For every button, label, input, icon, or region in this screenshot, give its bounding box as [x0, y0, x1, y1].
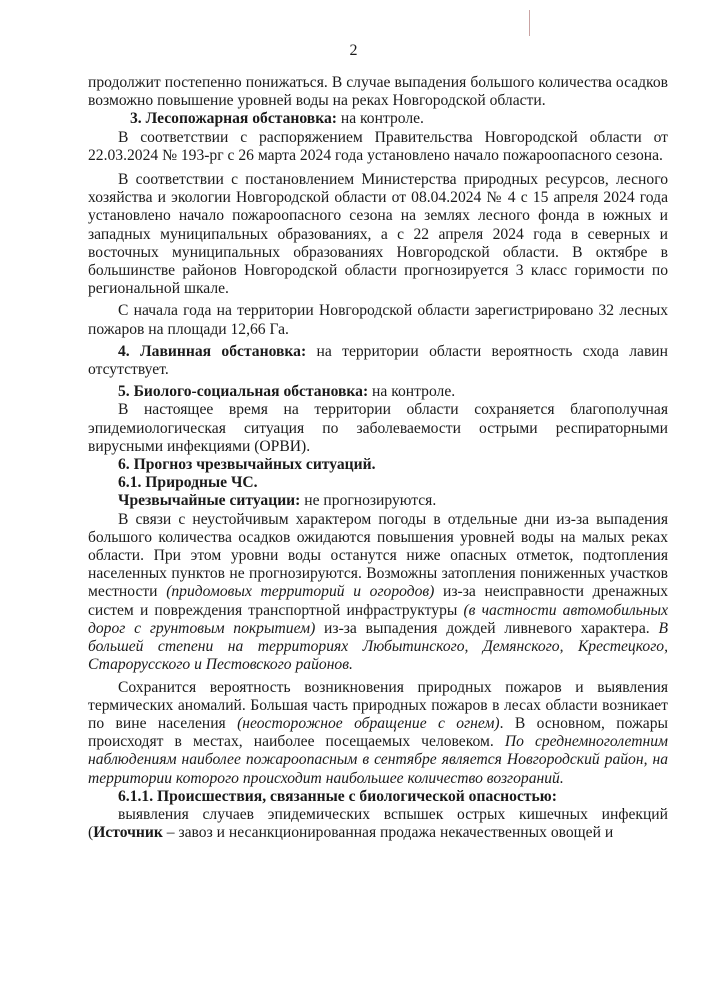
section-6-1-1-paragraph	[88, 806, 668, 842]
section-5-paragraph: В настоящее время на территории области сохраняется благополучная эпидемиологическая ситуация по заболеваемости острыми респираторными вирусными инфекциями (ОРВИ).	[88, 401, 668, 455]
text-run: . В основном, пожары происходят в местах, наиболее посещаемых человеком.	[88, 714, 668, 751]
text-run: – завоз и несанкционированная продажа некачественных овощей и	[162, 824, 614, 842]
emergency-label: Чрезвычайные ситуации:	[118, 492, 301, 510]
section-3-paragraph-3: С начала года на территории Новгородской области зарегистрировано 32 лесных пожаров на площади 12,66 Га.	[88, 302, 668, 338]
section-3-paragraph-2: В соответствии с постановлением Министерства природных ресурсов, лесного хозяйства и экологии Новгородской области от 08.04.2024 № 4 с 15 апреля 2024 года установлено начало пожароопасного сезона на землях лесного фонда в южных и западных муниципальных образованиях, а с 22 апреля 2024 года в северных и восточных муниципальных образованиях Новгородской области. В октябре в большинстве районов Новгородской области прогнозируется 3 класс горимости по региональной шкале.	[88, 171, 668, 298]
section-4-paragraph	[88, 343, 668, 379]
document-body	[88, 74, 668, 842]
section-3-title: Лесопожарная обстановка:	[145, 110, 337, 128]
text-run: из-за выпадения дождей ливневого характера.	[315, 619, 659, 637]
section-6-1-paragraph-1	[88, 511, 668, 675]
italic-run: (придомовых территорий и огородов)	[166, 583, 435, 601]
italic-run: В большей степени на территориях Любытинского, Демянского, Крестецкого, Старорусского и Пестовского районов.	[88, 619, 668, 674]
italic-run: (неосторожное обращение с огнем)	[237, 714, 500, 732]
italic-run: По среднемноголетним наблюдениям наиболее пожароопасным в сентябре является Новгородский район, на территории которого происходит наибольшее количество возгораний.	[88, 733, 668, 787]
section-6-1-heading: 6.1. Природные ЧС.	[118, 474, 258, 492]
intro-paragraph: продолжит постепенно понижаться. В случае выпадения большого количества осадков возможно повышение уровней воды на реках Новгородской области.	[88, 74, 668, 110]
italic-run: (в частности автомобильных дорог с грунтовым покрытием)	[88, 601, 668, 637]
emergency-text: не прогнозируются.	[300, 492, 437, 510]
section-4-text: на территории области вероятность схода лавин отсутствует.	[88, 342, 668, 379]
text-run: выявления случаев эпидемических вспышек острых кишечных инфекций (	[88, 805, 668, 842]
text-run: В связи с неустойчивым характером погоды в отдельные дни из-за выпадения большого количества осадков ожидаются повышения уровней воды на малых реках области. При этом уровни воды останутся ниже опасных отметок, подтопления населенных пунктов не прогнозируются. Возможны затопления пониженных участков местности	[88, 510, 668, 601]
section-3-number: 3.	[130, 110, 142, 128]
section-3-heading	[88, 110, 668, 128]
section-5-heading	[88, 383, 668, 401]
section-4-title: 4. Лавинная обстановка:	[118, 342, 307, 360]
section-3-status: на контроле.	[336, 110, 424, 128]
section-6-1-paragraph-2	[88, 679, 668, 788]
section-5-status: на контроле.	[368, 383, 456, 401]
section-6-heading: 6. Прогноз чрезвычайных ситуаций.	[118, 456, 376, 474]
margin-mark	[529, 10, 530, 36]
source-label: Источник	[93, 824, 163, 842]
text-run: из-за неисправности дренажных систем и повреждения транспортной инфраструктуры	[88, 583, 668, 619]
section-3-paragraph-1: В соответствии с распоряжением Правительства Новгородской области от 22.03.2024 № 193-рг с 26 марта 2024 года установлено начало пожароопасного сезона.	[88, 128, 668, 164]
text-run: Сохранится вероятность возникновения природных пожаров и выявления термических аномалий. Большая часть природных пожаров в лесах области возникает по вине населения	[88, 678, 668, 732]
section-5-title: 5. Биолого-социальная обстановка:	[118, 383, 369, 401]
emergency-line	[88, 492, 668, 510]
section-6-1-1-heading: 6.1.1. Происшествия, связанные с биологической опасностью:	[118, 787, 557, 805]
page-number: 2	[349, 42, 358, 59]
